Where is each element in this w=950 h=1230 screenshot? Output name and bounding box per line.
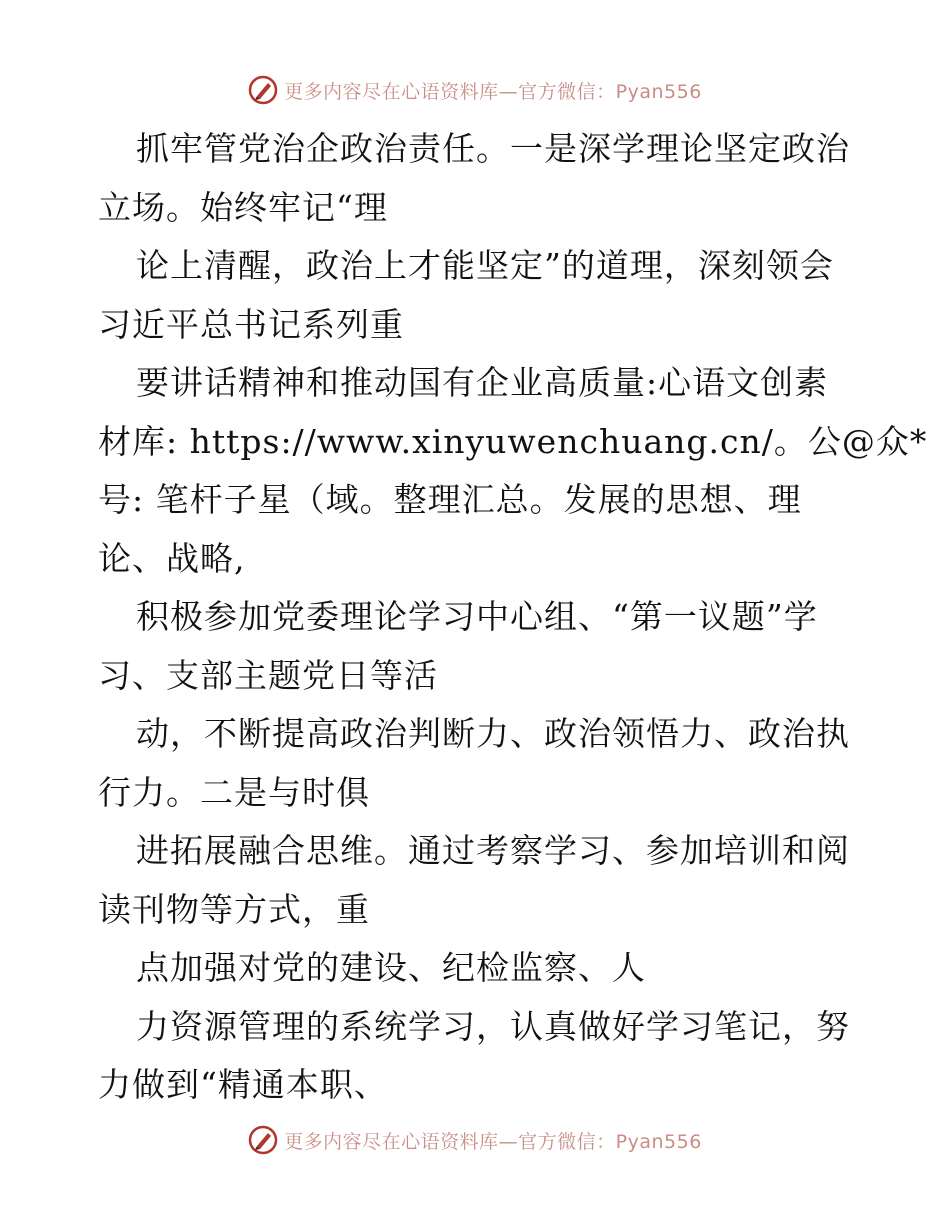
pen-logo-icon <box>248 75 278 105</box>
header-watermark <box>0 70 950 110</box>
watermark-text: 更多内容尽在心语资料库—官方微信：Pyan556 <box>284 80 702 103</box>
text-line: 要讲话精神和推动国有企业高质量:心语文创素 <box>136 363 829 402</box>
text-line: 进拓展融合思维。通过考察学习、参加培训和阅 <box>136 831 850 870</box>
text-line: 读刊物等方式，重 <box>98 889 370 929</box>
text-line: 力做到“精通本职、 <box>98 1065 388 1104</box>
text-line: 积极参加党委理论学习中心组、“第一议题”学 <box>136 597 818 636</box>
text-line: 动，不断提高政治判断力、政治领悟力、政治执 <box>136 714 850 753</box>
text-line: 论上清醒，政治上才能坚定”的道理，深刻领会 <box>136 246 834 285</box>
text-line: 论、战略, <box>98 538 246 578</box>
text-line: 立场。始终牢记“理 <box>98 187 388 227</box>
text-line: 习、支部主题党日等活 <box>98 655 438 695</box>
text-line: 习近平总书记系列重 <box>98 304 404 344</box>
text-line: 点加强对党的建设、纪检监察、人 <box>136 948 646 987</box>
text-line: 行力。二是与时俱 <box>98 772 370 812</box>
footer-watermark <box>0 1120 950 1160</box>
text-line: 号: 笔杆子星（域。整理汇总。发展的思想、理 <box>98 480 802 519</box>
text-line: 力资源管理的系统学习，认真做好学习笔记，努 <box>136 1006 850 1046</box>
text-line: 材库: https://www.xinyuwenchuang.cn/。公@众* <box>98 421 928 461</box>
pen-logo-icon <box>248 1125 278 1155</box>
text-line: 抓牢管党治企政治责任。一是深学理论坚定政治 <box>136 129 850 168</box>
watermark-text: 更多内容尽在心语资料库—官方微信：Pyan556 <box>284 1130 702 1153</box>
document-body <box>98 120 928 1115</box>
